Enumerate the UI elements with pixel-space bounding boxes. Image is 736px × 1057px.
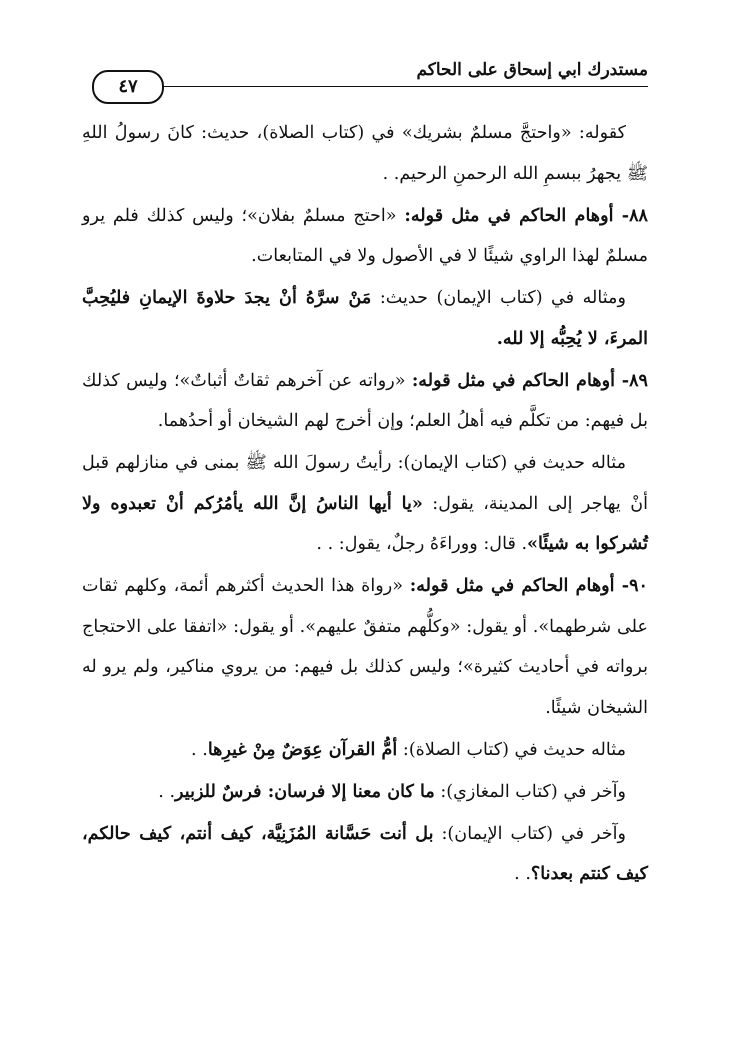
- section-88-text: «احتج مسلمٌ بفلان»؛ وليس كذلك فلم يرو مسلمٌ لهذا الراوي شيئًا لا في الأصول ولا في المتابعات.: [82, 205, 648, 266]
- paragraph-7-hadith: أمُّ القرآن عِوَضٌ مِنْ غيرِها: [207, 738, 398, 760]
- paragraph-8-text: وآخر في (كتاب المغازي):: [434, 781, 626, 802]
- paragraph-5-hadith: «يا أيها الناسُ إنَّ الله يأمُرُكم أنْ تعبدوه ولا تُشركوا به شيئًا»: [82, 492, 648, 554]
- paragraph-8: [82, 772, 648, 813]
- page-header: [92, 52, 648, 97]
- section-90-text: «رواة هذا الحديث أكثرهم أئمة، وكلهم ثقات على شرطهما». أو يقول: «وكلُّهم متفقٌ عليهم». أو يقول: «اتفقا على الاحتجاج برواته في أحاديث كثيرة»؛ وليس كذلك بل فيهم: من يروي مناكير، ولم يرو له الشيخان شيئًا.: [82, 576, 648, 718]
- paragraph-3-text: ومثاله في (كتاب الإيمان) حديث:: [371, 288, 626, 308]
- paragraph-9-hadith: بل أنت حَسَّانة المُزَنِيَّة، كيف أنتم، كيف حالكم، كيف كنتم بعدنا؟: [82, 822, 648, 884]
- paragraph-7-text: مثاله حديث في (كتاب الصلاة):: [397, 739, 626, 760]
- paragraph-5-tail: . قال: ووراءَهُ رجلٌ، يقول: . .: [316, 534, 528, 554]
- section-90-heading: ٩٠- أوهام الحاكم في مثل قوله:: [409, 575, 648, 596]
- paragraph-90: [82, 566, 648, 728]
- paragraph-7-tail: . .: [191, 739, 208, 760]
- header-rule: [162, 86, 648, 87]
- paragraph-1: [82, 113, 648, 194]
- paragraph-7: [82, 730, 648, 771]
- paragraph-5-text: مثاله حديث في (كتاب الإيمان): رأيتُ رسولَ الله ﷺ بمنى في منازلهم قبل أنْ يهاجر إلى المدينة، يقول:: [82, 453, 648, 514]
- paragraph-3-hadith: مَنْ سرَّهُ أنْ يجدَ حلاوةَ الإيمانِ فليُحِبَّ المرءَ، لا يُحِبُّه إلا لله.: [82, 287, 648, 349]
- paragraph-9-tail: . .: [514, 864, 531, 884]
- paragraph-8-tail: . .: [158, 781, 176, 802]
- paragraph-9-text: وآخر في (كتاب الإيمان):: [433, 823, 626, 844]
- section-89-text: «رواته عن آخرهم ثقاتٌ أثباتٌ»؛ وليس كذلك بل فيهم: من تكلَّم فيه أهلُ العلم؛ وإن أخرج لهم الشيخان أو أحدُهما.: [82, 370, 648, 431]
- paragraph-5: [82, 443, 648, 565]
- page-body: [82, 113, 648, 896]
- paragraph-9: [82, 814, 648, 895]
- paragraph-8-hadith: ما كان معنا إلا فرسان: فرسٌ للزبير: [175, 780, 435, 802]
- paragraph-88: [82, 196, 648, 277]
- section-89-heading: ٨٩- أوهام الحاكم في مثل قوله:: [411, 369, 648, 391]
- paragraph-1-text: كقوله: «واحتجَّ مسلمٌ بشريك» في (كتاب الصلاة)، حديث: كانَ رسولُ اللهِ ﷺ يجهرُ ببسمِ الله الرحمنِ الرحيم. .: [82, 123, 648, 184]
- running-title: مستدرك ابي إسحاق على الحاكم: [416, 60, 648, 80]
- paragraph-3: [82, 278, 648, 359]
- paragraph-89: [82, 361, 648, 442]
- section-88-heading: ٨٨- أوهام الحاكم في مثل قوله:: [404, 204, 648, 226]
- page-number: ٤٧: [92, 70, 164, 104]
